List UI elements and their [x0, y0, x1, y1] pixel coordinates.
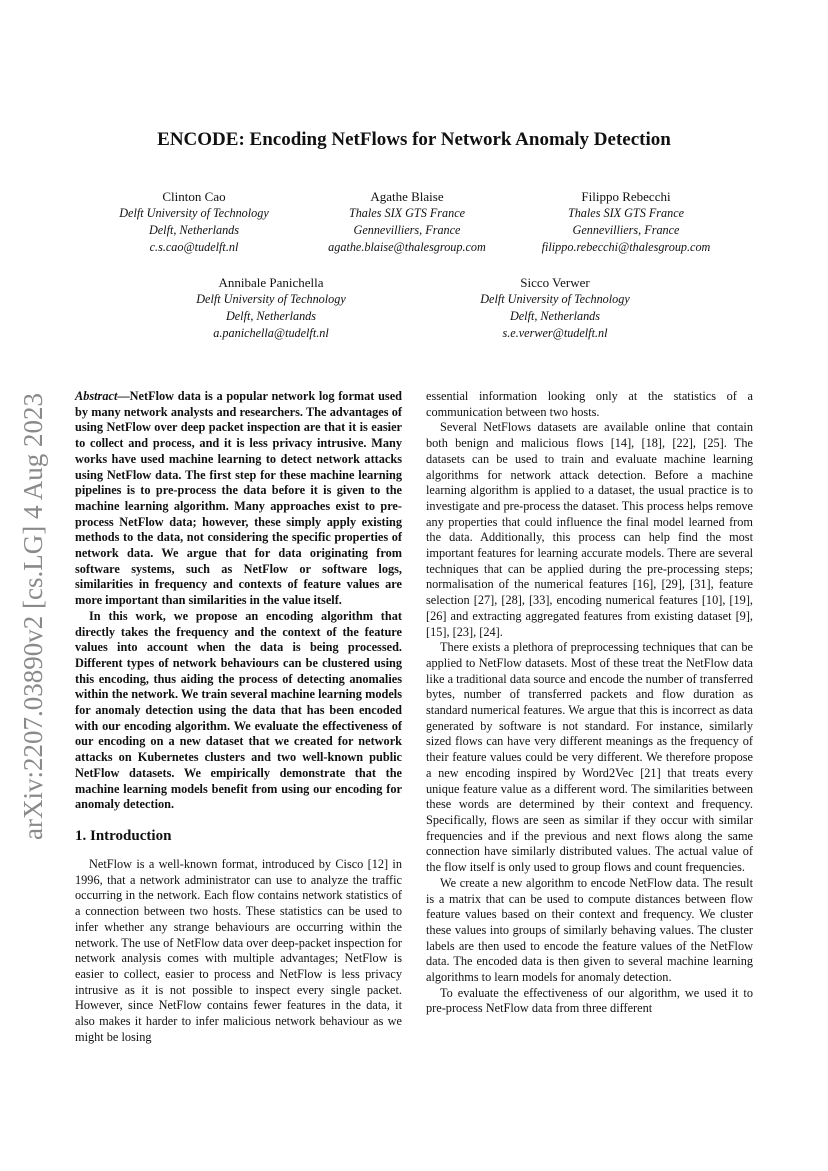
- author-email: agathe.blaise@thalesgroup.com: [328, 240, 486, 254]
- author-affiliation: Thales SIX GTS France: [567, 206, 685, 220]
- abstract-text: —NetFlow data is a popular network log format used by many network analysts and researchers. The advantages of using NetFlow over deep packet inspection are that it is easier to collect and process, and it is less privacy intrusive. Many works have used machine learning to detect network attacks using NetFlow data. The first step for these machine learning pipelines is to pre-process the data before it is given to the machine learning algorithm. Many approaches exist to pre-process NetFlow data; however, these simply apply existing methods to the data, not considering the specific properties of network data. We argue that for data originating from software systems, such as NetFlow or software logs, similarities in frequency and contexts of feature values are more important than similarities in the value itself.: [75, 389, 402, 608]
- body-paragraph: Several NetFlows datasets are available online that contain both benign and malicious flows [14], [18], [22], [25]. The datasets can be used to train and evaluate machine learning algorithms for network attack detection. Before a machine learning algorithm is applied to a dataset, the usual practice is to investigate and pre-process the dataset. This process helps remove any properties that could influence the final model learned from the data. Additionally, this process can help find the most important features for learning accurate models. There are several techniques that can be applied during the pre-processing steps; normalisation of the numerical features [16], [29], [31], feature selection [27], [28], [33], encoding numerical features [10], [19], [26] and extracting aggregated features from existing dataset [9], [15], [23], [24].: [426, 420, 753, 639]
- author-email: filippo.rebecchi@thalesgroup.com: [541, 240, 711, 254]
- body-paragraph: NetFlow is a well-known format, introduced by Cisco [12] in 1996, that a network administrator can use to analyze the traffic occurring in the network. Each flow contains network statistics of a connection between two hosts. These statistics can be used to infer whether any strange behaviours are occurring within the network. The use of NetFlow data over deep-packet inspection for network analysis comes with multiple advantages; NetFlow is easier to collect, easier to process and NetFlow is less privacy intrusive as it is not possible to inspect every single packet. However, since NetFlow contains fewer features in the data, it also makes it harder to infer malicious network behaviour as we might be losing: [75, 856, 402, 1044]
- body-paragraph: essential information looking only at the statistics of a communication between two hosts.: [426, 389, 753, 419]
- body-paragraph: We create a new algorithm to encode NetFlow data. The result is a matrix that can be used to compute distances between flow feature values based on their context and frequency. We cluster these values into groups of similarly behaving values. The cluster labels are then used to encode the feature values of the NetFlow data. The encoded data is then given to several machine learning algorithms to learn models for anomaly detection.: [426, 875, 753, 985]
- author-location: Delft, Netherlands: [509, 309, 601, 323]
- abstract-label: Abstract: [75, 389, 118, 403]
- section-heading: 1. Introduction: [75, 827, 172, 844]
- author-name: Agathe Blaise: [370, 189, 444, 204]
- author-name: Annibale Panichella: [218, 275, 324, 290]
- author-affiliation: Delft University of Technology: [196, 292, 346, 306]
- author-name: Clinton Cao: [162, 189, 226, 204]
- author-affiliation: Delft University of Technology: [119, 206, 269, 220]
- right-column: [426, 389, 753, 1017]
- author-location: Delft, Netherlands: [225, 309, 317, 323]
- abstract-paragraph: [75, 389, 402, 609]
- arxiv-identifier: arXiv:2207.03890v2 [cs.LG] 4 Aug 2023: [18, 393, 48, 840]
- author-name: Sicco Verwer: [520, 275, 590, 290]
- body-paragraph: There exists a plethora of preprocessing techniques that can be applied to NetFlow datasets. Most of these treat the NetFlow data like a traditional data source and encode the number of transferred bytes, number of transferred packets and flow duration as standard numerical features. We argue that this is incorrect as data generated by software is not standard. For instance, similarly sized flows can have very different meanings as the frequency of their feature values could be very different. We therefore propose a new encoding inspired by Word2Vec [21] that treats every unique feature value as a different word. The similarities between these words are determined by their context and frequency. Specifically, flows are seen as similar if they occur with similar frequencies and if the previous and next flows along the same connection have similarly distributed values. The actual value of the flow itself is only used to group flows and count frequencies.: [426, 640, 753, 875]
- author-affiliation: Delft University of Technology: [480, 292, 630, 306]
- author-block: [454, 274, 656, 342]
- author-location: Delft, Netherlands: [148, 223, 240, 237]
- author-name: Filippo Rebecchi: [581, 189, 671, 204]
- left-column: [75, 389, 402, 1045]
- author-block: [170, 274, 372, 342]
- author-affiliation: Thales SIX GTS France: [348, 206, 466, 220]
- body-paragraph: To evaluate the effectiveness of our algorithm, we used it to pre-process NetFlow data from three different: [426, 985, 753, 1016]
- author-location: Gennevilliers, France: [572, 223, 680, 237]
- author-block: [518, 188, 734, 256]
- author-email: s.e.verwer@tudelft.nl: [502, 326, 608, 340]
- author-email: c.s.cao@tudelft.nl: [149, 240, 239, 254]
- author-location: Gennevilliers, France: [353, 223, 461, 237]
- paper-title: ENCODE: Encoding NetFlows for Network Anomaly Detection: [157, 129, 671, 150]
- author-block: [93, 188, 295, 256]
- abstract-paragraph: In this work, we propose an encoding algorithm that directly takes the frequency and the context of the feature values into account when the data is being processed. Different types of network behaviours can be clustered using this encoding, thus aiding the process of detecting anomalies within the network. We train several machine learning models for anomaly detection using the data that has been encoded with our encoding algorithm. We evaluate the effectiveness of our encoding on a new dataset that we created for network attacks on Kubernetes clusters and two well-known public NetFlow datasets. We empirically demonstrate that the machine learning models benefit from using our encoding for anomaly detection.: [75, 608, 402, 812]
- author-email: a.panichella@tudelft.nl: [213, 326, 329, 340]
- author-block: [300, 188, 514, 256]
